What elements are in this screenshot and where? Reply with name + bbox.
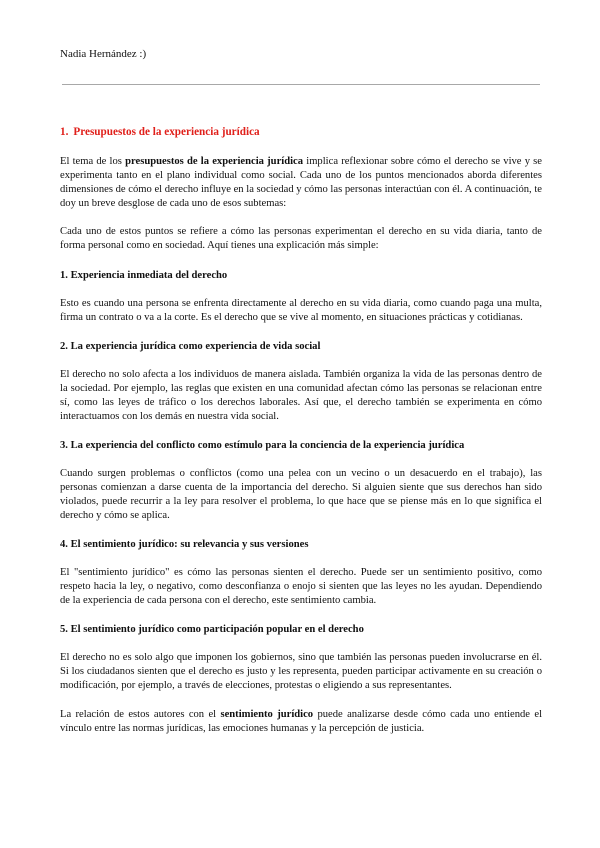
subtopic-heading: 1. Experiencia inmediata del derecho bbox=[60, 270, 228, 281]
closing-paragraph bbox=[60, 708, 542, 736]
author-name: Nadia Hernández :) bbox=[60, 48, 147, 60]
closing-text-before: La relación de estos autores con el bbox=[60, 709, 221, 720]
subtopic-body: El "sentimiento jurídico" es cómo las personas sienten el derecho. Puede ser un sentimiento positivo, como respeto hacia la ley, o negativo, como desconfianza o enojo si sienten que las leyes no les ayudan. Dependiendo de la experiencia de cada persona con el derecho, este sentimiento cambia. bbox=[60, 567, 542, 606]
subtopic-body: Cuando surgen problemas o conflictos (como una pelea con un vecino o un desacuerdo en el trabajo), las personas comienzan a darse cuenta de la importancia del derecho. Si alguien siente que sus derechos han sido violados, puede recurrir a la ley para resolver el problema, lo que hace que se piense más en lo que significa el derecho y cómo se aplica. bbox=[60, 468, 542, 521]
subtopic-body: El derecho no solo afecta a los individuos de manera aislada. También organiza la vida de las personas dentro de la sociedad. Por ejemplo, las reglas que existen en una comunidad afectan cómo las personas se relacionan entre sí, como las leyes de tráfico o los derechos laborales. Así que, el derecho también se experimenta en cómo interactuamos con los demás en nuestra vida social. bbox=[60, 369, 542, 422]
section-title-text: Presupuestos de la experiencia jurídica bbox=[73, 126, 260, 138]
closing-text-bold: sentimiento jurídico bbox=[220, 709, 314, 720]
intro-paragraph bbox=[60, 155, 542, 211]
closing-text-after: puede analizarse desde cómo cada uno entiende el vínculo entre las normas jurídicas, las emociones humanas y la percepción de justicia. bbox=[60, 709, 543, 734]
subtopic-5 bbox=[60, 623, 542, 693]
subtopic-body: Esto es cuando una persona se enfrenta directamente al derecho en su vida diaria, como cuando paga una multa, firma un contrato o va a la corte. Es el derecho que se vive al momento, en situaciones prácticas y cotidianas. bbox=[60, 298, 542, 323]
subtopic-heading: 3. La experiencia del conflicto como estímulo para la conciencia de la experiencia jurídica bbox=[60, 440, 465, 451]
intro-text-before: El tema de los bbox=[60, 156, 126, 167]
subtopic-heading: 4. El sentimiento jurídico: su relevancia y sus versiones bbox=[60, 539, 309, 550]
section-title bbox=[60, 125, 542, 139]
intro-text-after: implica reflexionar sobre cómo el derecho se vive y se experimenta tanto en el plano individual como social. Cada uno de los puntos mencionados aborda diferentes dimensiones de cómo el derecho influye en la sociedad y cómo las personas interactúan con él. A continuación, te doy un breve desglose de cada uno de esos subtemas: bbox=[60, 156, 543, 209]
subtopic-1 bbox=[60, 269, 542, 325]
subtopic-2 bbox=[60, 340, 542, 424]
section-title-number: 1. bbox=[60, 126, 69, 138]
subtopic-heading: 5. El sentimiento jurídico como participación popular en el derecho bbox=[60, 624, 364, 635]
subtopic-4 bbox=[60, 538, 542, 608]
subtopic-body: El derecho no es solo algo que imponen los gobiernos, sino que también las personas pueden involucrarse en él. Si los ciudadanos sienten que el derecho es justo y les representa, pueden participar activamente en su creación o modificación, por ejemplo, a través de elecciones, protestas o eligiendo a sus representantes. bbox=[60, 652, 542, 691]
subtopic-3 bbox=[60, 439, 542, 523]
intro-text-bold: presupuestos de la experiencia jurídica bbox=[125, 156, 304, 167]
intro-summary-paragraph: Cada uno de estos puntos se refiere a cómo las personas experimentan el derecho en su vida diaria, tanto de forma personal como en sociedad. Aquí tienes una explicación más simple: bbox=[60, 226, 542, 251]
subtopic-heading: 2. La experiencia jurídica como experiencia de vida social bbox=[60, 341, 321, 352]
document-body bbox=[60, 125, 542, 736]
header-divider bbox=[62, 84, 540, 85]
